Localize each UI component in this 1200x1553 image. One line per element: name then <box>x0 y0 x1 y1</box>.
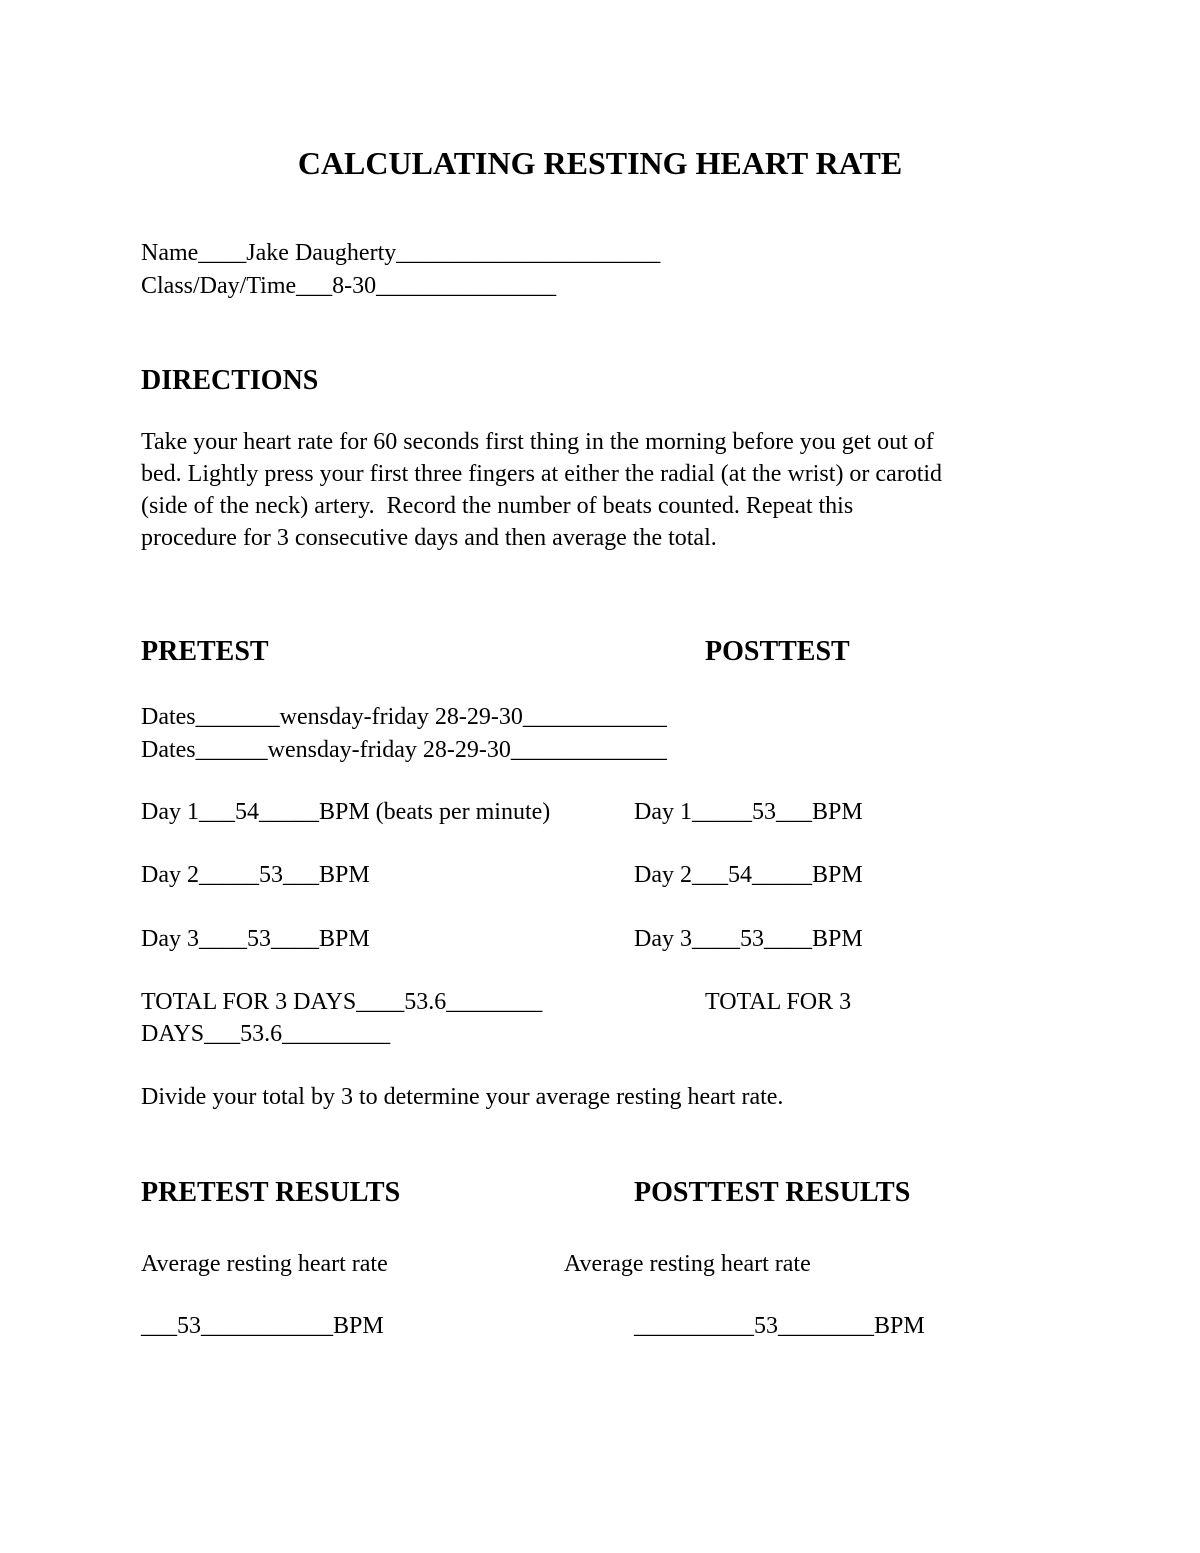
directions-line: (side of the neck) artery. Record the number of beats counted. Repeat this <box>141 493 854 519</box>
page-title: CALCULATING RESTING HEART RATE <box>297 145 903 181</box>
directions-heading: DIRECTIONS <box>141 365 319 396</box>
posttest-average-label: Average resting heart rate <box>564 1251 811 1277</box>
name-field: Name____Jake Daugherty______________________ <box>141 240 661 266</box>
directions-line: Take your heart rate for 60 seconds first thing in the morning before you get out of <box>141 429 934 455</box>
directions-line: bed. Lightly press your first three fingers at either the radial (at the wrist) or carotid <box>141 461 943 487</box>
posttest-results-heading: POSTTEST RESULTS <box>634 1177 911 1208</box>
posttest-heading: POSTTEST <box>705 636 850 667</box>
directions-line: procedure for 3 consecutive days and then average the total. <box>141 525 717 551</box>
divide-instruction: Divide your total by 3 to determine your average resting heart rate. <box>141 1084 784 1110</box>
posttest-day3-field: Day 3____53____BPM <box>634 926 863 952</box>
posttest-average-value: __________53________BPM <box>634 1313 925 1339</box>
pretest-dates-field: Dates_______wensday-friday 28-29-30____________ <box>141 704 667 730</box>
directions-paragraph <box>141 426 1076 554</box>
pretest-day3-field: Day 3____53____BPM <box>141 926 370 952</box>
posttest-day2-field: Day 2___54_____BPM <box>634 862 863 888</box>
posttest-total-field: DAYS___53.6_________ <box>141 1021 391 1047</box>
class-day-time-field: Class/Day/Time___8-30_______________ <box>141 273 557 299</box>
posttest-total-label: TOTAL FOR 3 <box>705 989 852 1015</box>
pretest-heading: PRETEST <box>141 636 269 667</box>
posttest-day1-field: Day 1_____53___BPM <box>634 799 863 825</box>
pretest-day1-field: Day 1___54_____BPM (beats per minute) <box>141 799 551 825</box>
pretest-total-field: TOTAL FOR 3 DAYS____53.6________ <box>141 989 543 1015</box>
pretest-average-value: ___53___________BPM <box>141 1313 384 1339</box>
pretest-results-heading: PRETEST RESULTS <box>141 1177 401 1208</box>
posttest-dates-field: Dates______wensday-friday 28-29-30_____________ <box>141 737 667 763</box>
pretest-average-label: Average resting heart rate <box>141 1251 388 1277</box>
pretest-day2-field: Day 2_____53___BPM <box>141 862 370 888</box>
